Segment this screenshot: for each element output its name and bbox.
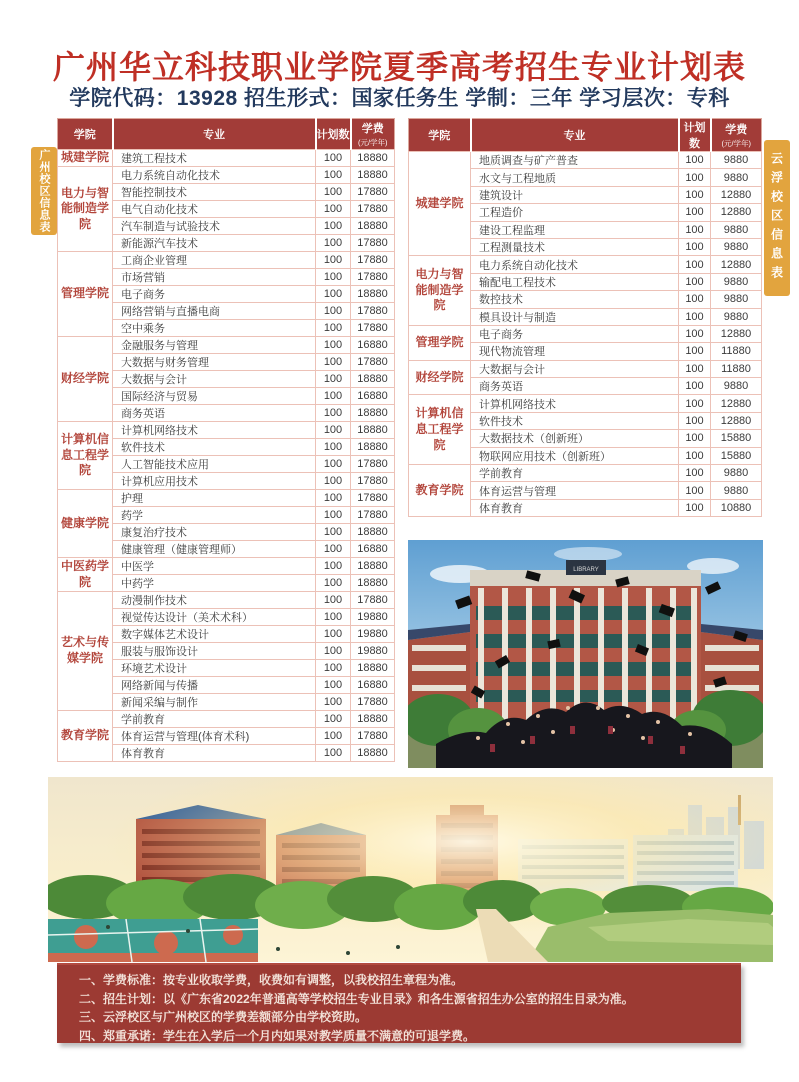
- plan-count-cell: 100: [316, 609, 351, 626]
- plan-count-cell: 100: [679, 482, 711, 499]
- yunfu-plan-table: [408, 118, 762, 517]
- fee-cell: 9880: [711, 152, 762, 169]
- plan-count-cell: 100: [316, 558, 351, 575]
- notes-block: [57, 963, 741, 1043]
- plan-count-cell: 100: [679, 395, 711, 412]
- fee-cell: 12880: [711, 204, 762, 221]
- fee-cell: 16880: [351, 388, 395, 405]
- major-cell: 新闻采编与制作: [113, 694, 316, 711]
- fee-cell: 18880: [351, 745, 395, 762]
- college-name-cell: 管理学院: [409, 325, 471, 360]
- major-cell: 计算机网络技术: [471, 395, 679, 412]
- fee-cell: 9880: [711, 465, 762, 482]
- fee-cell: 18880: [351, 167, 395, 184]
- plan-count-cell: 100: [679, 378, 711, 395]
- plan-header: 计划数: [679, 119, 711, 152]
- major-cell: 建设工程监理: [471, 221, 679, 238]
- major-cell: 现代物流管理: [471, 343, 679, 360]
- fee-cell: 12880: [711, 186, 762, 203]
- fee-cell: 17880: [351, 320, 395, 337]
- graduation-photo: [408, 540, 763, 768]
- fee-cell: 12880: [711, 256, 762, 273]
- major-cell: 大数据与会计: [113, 371, 316, 388]
- college-name-cell: 中医药学院: [58, 558, 113, 592]
- major-cell: 电子商务: [113, 286, 316, 303]
- svg-text:LIBRARY: LIBRARY: [573, 567, 599, 573]
- table-row: [409, 465, 762, 482]
- plan-count-cell: 100: [316, 235, 351, 252]
- major-cell: 电力系统自动化技术: [113, 167, 316, 184]
- yunfu-campus-tab: 云浮校区信息表: [764, 140, 790, 296]
- plan-count-cell: 100: [316, 643, 351, 660]
- plan-count-cell: 100: [679, 273, 711, 290]
- plan-count-cell: 100: [679, 499, 711, 516]
- major-cell: 建筑设计: [471, 186, 679, 203]
- college-name-cell: 财经学院: [58, 337, 113, 422]
- plan-count-cell: 100: [316, 371, 351, 388]
- plan-count-cell: 100: [679, 343, 711, 360]
- major-cell: 汽车制造与试验技术: [113, 218, 316, 235]
- major-cell: 模具设计与制造: [471, 308, 679, 325]
- campus-panorama-photo: [48, 777, 773, 962]
- plan-header: 计划数: [316, 119, 351, 150]
- major-cell: 护理: [113, 490, 316, 507]
- college-header: 学院: [409, 119, 471, 152]
- fee-cell: 18880: [351, 439, 395, 456]
- college-name-cell: 艺术与传媒学院: [58, 592, 113, 711]
- guangzhou-plan-table: [57, 118, 395, 762]
- table-row: [409, 152, 762, 169]
- major-cell: 大数据技术（创新班）: [471, 430, 679, 447]
- major-cell: 国际经济与贸易: [113, 388, 316, 405]
- table-row: [58, 422, 395, 439]
- fee-cell: 9880: [711, 221, 762, 238]
- major-header: 专业: [113, 119, 316, 150]
- fee-cell: 19880: [351, 643, 395, 660]
- fee-cell: 17880: [351, 201, 395, 218]
- major-cell: 输配电工程技术: [471, 273, 679, 290]
- plan-count-cell: 100: [316, 303, 351, 320]
- college-name-cell: 教育学院: [409, 465, 471, 517]
- college-name-cell: 计算机信息工程学院: [58, 422, 113, 490]
- major-cell: 市场营销: [113, 269, 316, 286]
- major-cell: 人工智能技术应用: [113, 456, 316, 473]
- major-cell: 智能控制技术: [113, 184, 316, 201]
- table-row: [409, 360, 762, 377]
- plan-count-cell: 100: [679, 308, 711, 325]
- page-title: 广州华立科技职业学院夏季高考招生专业计划表: [52, 49, 746, 85]
- fee-cell: 9880: [711, 169, 762, 186]
- guangzhou-campus-tab: 广州校区信息表: [31, 147, 57, 235]
- fee-cell: 17880: [351, 728, 395, 745]
- major-header: 专业: [471, 119, 679, 152]
- major-cell: 水文与工程地质: [471, 169, 679, 186]
- plan-count-cell: 100: [316, 388, 351, 405]
- major-cell: 药学: [113, 507, 316, 524]
- college-name-cell: 城建学院: [58, 150, 113, 167]
- fee-cell: 9880: [711, 238, 762, 255]
- fee-cell: 17880: [351, 473, 395, 490]
- major-cell: 商务英语: [471, 378, 679, 395]
- plan-count-cell: 100: [316, 337, 351, 354]
- major-cell: 康复治疗技术: [113, 524, 316, 541]
- major-cell: 电气自动化技术: [113, 201, 316, 218]
- plan-count-cell: 100: [316, 150, 351, 167]
- college-name-cell: 电力与智能制造学院: [409, 256, 471, 326]
- major-cell: 体育教育: [471, 499, 679, 516]
- fee-cell: 17880: [351, 694, 395, 711]
- table-row: [409, 256, 762, 273]
- fee-cell: 11880: [711, 360, 762, 377]
- college-name-cell: 管理学院: [58, 252, 113, 337]
- major-cell: 中药学: [113, 575, 316, 592]
- plan-count-cell: 100: [679, 221, 711, 238]
- plan-count-cell: 100: [316, 218, 351, 235]
- major-cell: 金融服务与管理: [113, 337, 316, 354]
- plan-count-cell: 100: [316, 320, 351, 337]
- plan-count-cell: 100: [316, 422, 351, 439]
- plan-count-cell: 100: [316, 439, 351, 456]
- major-cell: 建筑工程技术: [113, 150, 316, 167]
- fee-cell: 17880: [351, 507, 395, 524]
- plan-count-cell: 100: [316, 405, 351, 422]
- plan-count-cell: 100: [316, 167, 351, 184]
- plan-count-cell: 100: [316, 456, 351, 473]
- note-line-4: 四、郑重承诺：学生在入学后一个月内如果对教学质量不满意的可退学费。: [79, 1028, 476, 1043]
- plan-count-cell: 100: [679, 186, 711, 203]
- fee-cell: 9880: [711, 482, 762, 499]
- major-cell: 工程测量技术: [471, 238, 679, 255]
- plan-count-cell: 100: [679, 256, 711, 273]
- major-cell: 商务英语: [113, 405, 316, 422]
- fee-cell: 18880: [351, 286, 395, 303]
- plan-count-cell: 100: [316, 694, 351, 711]
- plan-count-cell: 100: [316, 592, 351, 609]
- fee-cell: 19880: [351, 626, 395, 643]
- fee-cell: 19880: [351, 609, 395, 626]
- plan-count-cell: 100: [679, 325, 711, 342]
- plan-count-cell: 100: [316, 541, 351, 558]
- college-name-cell: 计算机信息工程学院: [409, 395, 471, 465]
- fee-cell: 12880: [711, 395, 762, 412]
- fee-cell: 12880: [711, 325, 762, 342]
- plan-count-cell: 100: [679, 447, 711, 464]
- major-cell: 工程造价: [471, 204, 679, 221]
- table-row: [58, 337, 395, 354]
- college-header: 学院: [58, 119, 113, 150]
- plan-count-cell: 100: [316, 677, 351, 694]
- table-row: [58, 711, 395, 728]
- fee-cell: 18880: [351, 218, 395, 235]
- note-line-2: 二、招生计划：以《广东省2022年普通高等学校招生专业目录》和各生源省招生办公室的招生目录为准。: [79, 991, 634, 1006]
- fee-cell: 9880: [711, 308, 762, 325]
- table-row: [58, 490, 395, 507]
- table-row: [409, 325, 762, 342]
- major-cell: 网络新闻与传播: [113, 677, 316, 694]
- major-cell: 电力系统自动化技术: [471, 256, 679, 273]
- plan-count-cell: 100: [316, 252, 351, 269]
- plan-count-cell: 100: [316, 354, 351, 371]
- fee-header: 学费 (元/学年): [351, 119, 395, 150]
- plan-count-cell: 100: [679, 152, 711, 169]
- major-cell: 中医学: [113, 558, 316, 575]
- major-cell: 地质调查与矿产普查: [471, 152, 679, 169]
- college-name-cell: 教育学院: [58, 711, 113, 762]
- major-cell: 学前教育: [471, 465, 679, 482]
- fee-cell: 16880: [351, 677, 395, 694]
- major-cell: 计算机应用技术: [113, 473, 316, 490]
- fee-cell: 18880: [351, 150, 395, 167]
- plan-count-cell: 100: [316, 626, 351, 643]
- fee-cell: 18880: [351, 422, 395, 439]
- fee-cell: 11880: [711, 343, 762, 360]
- fee-cell: 18880: [351, 371, 395, 388]
- page-subtitle: 学院代码：13928 招生形式：国家任务生 学制：三年 学习层次：专科: [69, 87, 730, 110]
- college-name-cell: 财经学院: [409, 360, 471, 395]
- plan-count-cell: 100: [679, 204, 711, 221]
- plan-count-cell: 100: [316, 490, 351, 507]
- fee-cell: 9880: [711, 291, 762, 308]
- plan-count-cell: 100: [679, 412, 711, 429]
- plan-count-cell: 100: [316, 711, 351, 728]
- major-cell: 网络营销与直播电商: [113, 303, 316, 320]
- fee-cell: 17880: [351, 354, 395, 371]
- plan-count-cell: 100: [316, 473, 351, 490]
- major-cell: 工商企业管理: [113, 252, 316, 269]
- major-cell: 电子商务: [471, 325, 679, 342]
- fee-cell: 16880: [351, 541, 395, 558]
- plan-count-cell: 100: [316, 728, 351, 745]
- fee-cell: 12880: [711, 412, 762, 429]
- fee-cell: 15880: [711, 447, 762, 464]
- plan-count-cell: 100: [316, 745, 351, 762]
- fee-header: 学费 (元/学年): [711, 119, 762, 152]
- college-name-cell: 健康学院: [58, 490, 113, 558]
- fee-cell: 17880: [351, 456, 395, 473]
- major-cell: 健康管理（健康管理师）: [113, 541, 316, 558]
- plan-count-cell: 100: [679, 465, 711, 482]
- note-line-1: 一、学费标准：按专业收取学费，收费如有调整，以我校招生章程为准。: [79, 973, 464, 987]
- major-cell: 数控技术: [471, 291, 679, 308]
- plan-count-cell: 100: [679, 238, 711, 255]
- major-cell: 软件技术: [113, 439, 316, 456]
- major-cell: 新能源汽车技术: [113, 235, 316, 252]
- fee-cell: 18880: [351, 405, 395, 422]
- plan-count-cell: 100: [316, 286, 351, 303]
- major-cell: 视觉传达设计（美术术科）: [113, 609, 316, 626]
- table-row: [58, 150, 395, 167]
- fee-cell: 18880: [351, 575, 395, 592]
- major-cell: 服装与服饰设计: [113, 643, 316, 660]
- fee-cell: 17880: [351, 252, 395, 269]
- table-row: [58, 252, 395, 269]
- plan-count-cell: 100: [316, 184, 351, 201]
- fee-cell: 18880: [351, 524, 395, 541]
- major-cell: 学前教育: [113, 711, 316, 728]
- fee-cell: 18880: [351, 711, 395, 728]
- major-cell: 数字媒体艺术设计: [113, 626, 316, 643]
- fee-cell: 16880: [351, 337, 395, 354]
- table-row: [58, 558, 395, 575]
- plan-count-cell: 100: [316, 575, 351, 592]
- major-cell: 体育教育: [113, 745, 316, 762]
- fee-cell: 18880: [351, 558, 395, 575]
- table-header-row: [409, 119, 762, 152]
- plan-count-cell: 100: [316, 269, 351, 286]
- plan-count-cell: 100: [679, 291, 711, 308]
- fee-cell: 17880: [351, 490, 395, 507]
- fee-cell: 17880: [351, 184, 395, 201]
- college-name-cell: 城建学院: [409, 152, 471, 256]
- major-cell: 动漫制作技术: [113, 592, 316, 609]
- major-cell: 大数据与会计: [471, 360, 679, 377]
- fee-cell: 9880: [711, 273, 762, 290]
- major-cell: 体育运营与管理: [471, 482, 679, 499]
- note-line-3: 三、云浮校区与广州校区的学费差额部分由学校资助。: [79, 1010, 368, 1024]
- major-cell: 计算机网络技术: [113, 422, 316, 439]
- plan-count-cell: 100: [316, 201, 351, 218]
- major-cell: 大数据与财务管理: [113, 354, 316, 371]
- fee-cell: 15880: [711, 430, 762, 447]
- fee-cell: 10880: [711, 499, 762, 516]
- major-cell: 空中乘务: [113, 320, 316, 337]
- major-cell: 物联网应用技术（创新班）: [471, 447, 679, 464]
- major-cell: 软件技术: [471, 412, 679, 429]
- table-row: [58, 167, 395, 184]
- fee-cell: 9880: [711, 378, 762, 395]
- table-header-row: [58, 119, 395, 150]
- major-cell: 环境艺术设计: [113, 660, 316, 677]
- plan-count-cell: 100: [679, 360, 711, 377]
- plan-count-cell: 100: [679, 169, 711, 186]
- table-row: [409, 395, 762, 412]
- plan-count-cell: 100: [679, 430, 711, 447]
- plan-count-cell: 100: [316, 507, 351, 524]
- fee-cell: 17880: [351, 303, 395, 320]
- major-cell: 体育运营与管理(体育术科): [113, 728, 316, 745]
- college-name-cell: 电力与智能制造学院: [58, 167, 113, 252]
- fee-cell: 18880: [351, 660, 395, 677]
- fee-cell: 17880: [351, 235, 395, 252]
- plan-count-cell: 100: [316, 524, 351, 541]
- plan-count-cell: 100: [316, 660, 351, 677]
- fee-cell: 17880: [351, 592, 395, 609]
- fee-cell: 17880: [351, 269, 395, 286]
- table-row: [58, 592, 395, 609]
